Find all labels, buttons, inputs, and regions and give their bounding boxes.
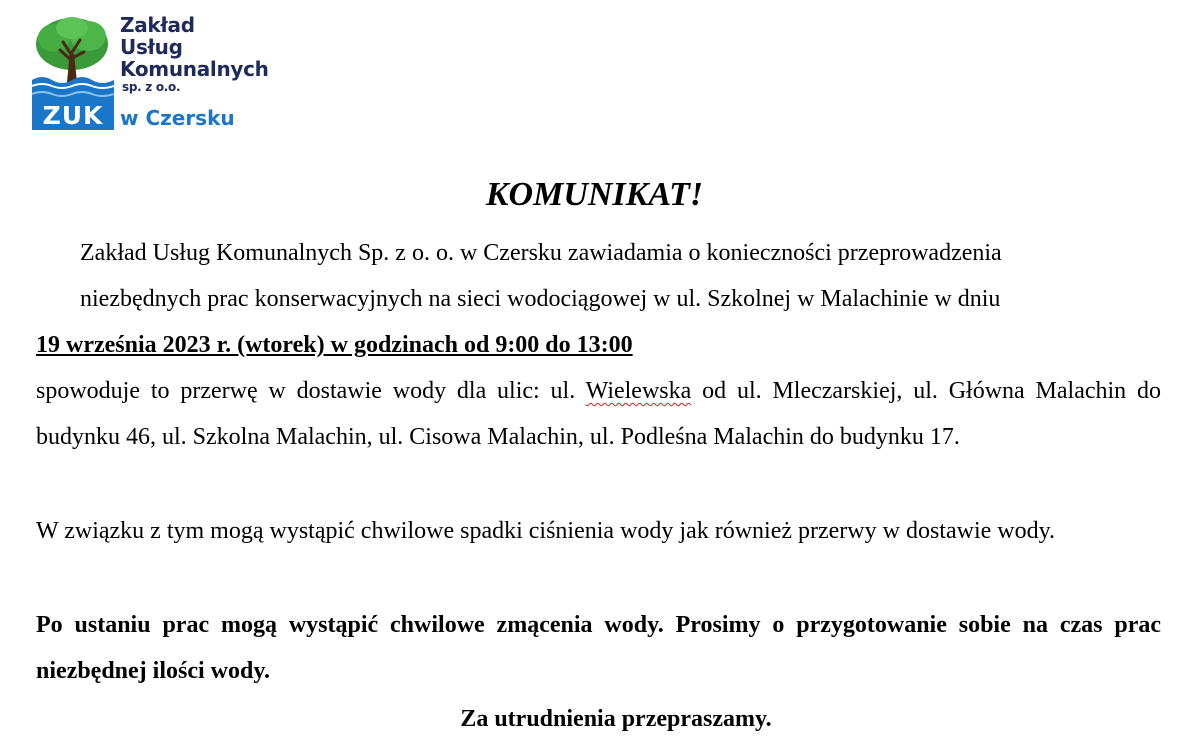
intro-line-1: Zakład Usług Komunalnych Sp. z o. o. w Czersku zawiadamia o konieczności przeprowadzenia (80, 240, 1002, 266)
zuk-badge: ZUK (32, 102, 114, 130)
intro-line-2: niezbędnych prac konserwacyjnych na sieci wodociągowej w ul. Szkolnej w Malachinie w dniu (80, 286, 1001, 312)
page-title: KOMUNIKAT! (485, 176, 704, 213)
apology-line: Za utrudnienia przepraszamy. (460, 706, 772, 732)
streets-paragraph (36, 368, 1161, 460)
streets-text-after: od ul. Mleczarskiej, ul. Główna Malachin do budynku 46, ul. Szkolna Malachin, ul. Cisowa Malachin, ul. Podleśna Malachin do budynku 17. (36, 378, 1162, 450)
company-logo (32, 14, 282, 130)
warning-paragraph: Po ustaniu prac mogą wystąpić chwilowe zmącenia wody. Prosimy o przygotowanie sobie na czas prac niezbędnej ilości wody. (36, 612, 1161, 684)
company-name (120, 14, 269, 94)
pressure-paragraph: W związku z tym mogą wystąpić chwilowe spadki ciśnienia wody jak również przerwy w dostawie wody. (36, 518, 1056, 544)
streets-text-before: spowoduje to przerwę w dostawie wody dla ulic: ul. (36, 378, 586, 404)
logo-line-3: Komunalnych (120, 57, 269, 81)
date-line: 19 września 2023 r. (wtorek) w godzinach od 9:00 do 13:00 (36, 332, 633, 358)
spellcheck-flagged-word: Wielewska (585, 378, 692, 404)
logo-city: w Czersku (120, 106, 235, 130)
logo-line-2: Usług (120, 35, 183, 59)
logo-line-1: Zakład (120, 13, 195, 37)
logo-line-4: sp. z o.o. (122, 80, 181, 94)
intro-paragraph (36, 230, 1161, 322)
